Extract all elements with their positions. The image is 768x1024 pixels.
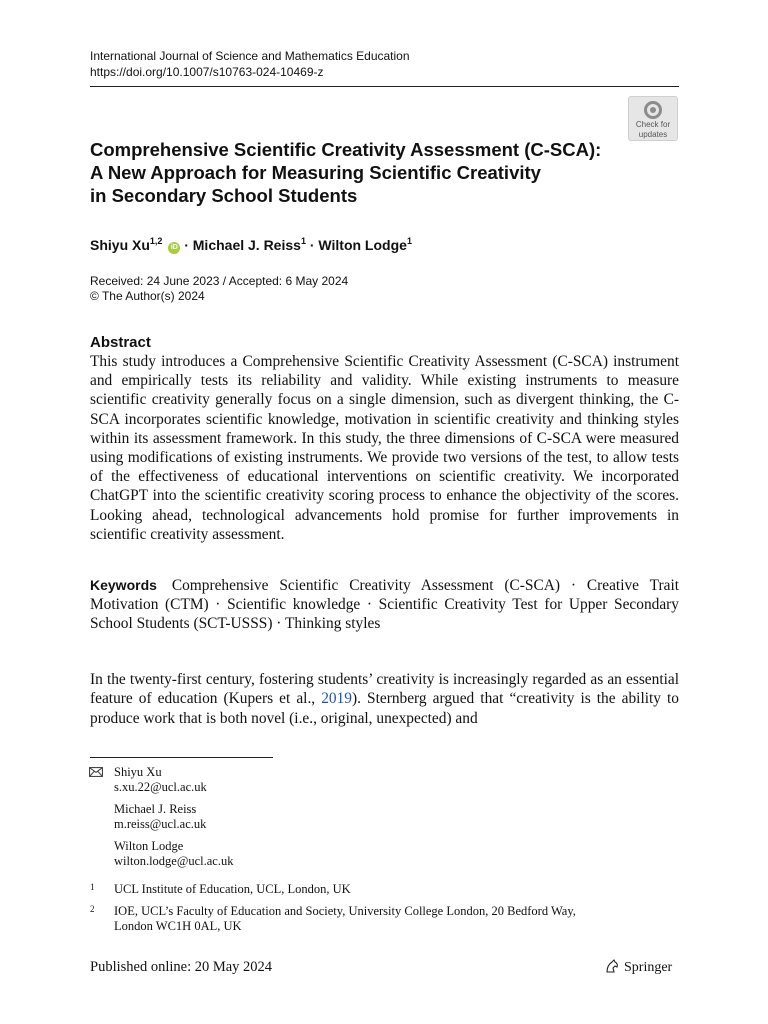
author-separator: ·	[184, 237, 189, 253]
author-affiliation-ref: 1,2	[149, 236, 163, 246]
doi-link[interactable]: https://doi.org/10.1007/s10763-024-10469-z	[90, 65, 324, 79]
author-affiliation-ref: 1	[406, 236, 412, 246]
envelope-icon	[89, 767, 103, 777]
keywords-section	[90, 576, 679, 633]
copyright-notice: © The Author(s) 2024	[90, 289, 205, 303]
introduction-paragraph	[90, 670, 679, 728]
author-name[interactable]: Wilton Lodge	[318, 237, 407, 253]
contact-email[interactable]: m.reiss@ucl.ac.uk	[114, 817, 207, 831]
affiliation-text: IOE, UCL’s Faculty of Education and Society, University College London, 20 Bedford Way,	[114, 904, 576, 918]
check-for-updates-badge[interactable]	[628, 96, 678, 141]
update-icon	[644, 101, 662, 119]
affiliation-text: London WC1H 0AL, UK	[114, 919, 242, 933]
title-line: Comprehensive Scientific Creativity Assessment (C-SCA):	[90, 139, 602, 160]
author-list	[90, 231, 412, 255]
published-online-date: Published online: 20 May 2024	[90, 959, 273, 975]
affiliation-number: 1	[90, 882, 95, 892]
contact-name: Wilton Lodge	[114, 839, 184, 853]
contact-name: Shiyu Xu	[114, 765, 162, 779]
abstract-heading: Abstract	[90, 334, 151, 351]
author-name[interactable]: Shiyu Xu	[90, 237, 150, 253]
intro-text: ). Sternberg argued that “creativity is the ability to produce work that is both novel (i.e., original, unexpected) and	[90, 690, 679, 727]
affiliation-number: 2	[90, 904, 95, 914]
badge-label-line1: Check for	[635, 120, 671, 129]
header-rule	[90, 86, 679, 87]
abstract-text: This study introduces a Comprehensive Scientific Creativity Assessment (C-SCA) instrument and empirically tests its reliability and validity. While existing instruments to measure scientific creativity generally focus on a single dimension, such as divergent thinking, the C-SCA incorporates scientific knowledge, motivation in scientific creativity and thinking styles within its assessment framework. In this study, the three dimensions of C-SCA were measured using modifications of existing instruments. We provide two versions of the test, to allow tests of the effectiveness of educational interventions on scientific creativity. We incorporated ChatGPT into the scientific creativity scoring process to enhance the objectivity of the scores. Looking ahead, technological advancements hold promise for further improvements in scientific creativity assessment.	[90, 353, 679, 543]
orcid-icon[interactable]: iD	[168, 242, 180, 254]
springer-horse-icon	[604, 958, 620, 974]
keywords-label: Keywords	[90, 577, 157, 593]
publisher-logo	[604, 958, 672, 977]
intro-text: In the twenty-first century, fostering students’ creativity is increasingly regarded as an essential feature of education (Kupers et al.,	[90, 671, 679, 708]
author-separator: ·	[309, 237, 315, 253]
author-name[interactable]: Michael J. Reiss	[192, 237, 301, 253]
received-accepted-dates: Received: 24 June 2023 / Accepted: 6 May 2024	[90, 274, 349, 288]
contact-name: Michael J. Reiss	[114, 802, 197, 816]
contact-email[interactable]: wilton.lodge@ucl.ac.uk	[114, 854, 234, 868]
article-title	[90, 138, 635, 207]
contact-email[interactable]: s.xu.22@ucl.ac.uk	[114, 780, 207, 794]
keywords-list: Comprehensive Scientific Creativity Assessment (C-SCA) · Creative Trait Motivation (CTM) · Scientific knowledge · Scientific Creativity Test for Upper Secondary School Students (SCT-USSS) · Thinking styles	[90, 577, 679, 632]
publisher-name: Springer	[624, 960, 673, 975]
citation-link[interactable]: 2019	[321, 690, 352, 708]
journal-name: International Journal of Science and Mathematics Education	[90, 49, 410, 63]
badge-label-line2: updates	[638, 130, 668, 139]
title-line: A New Approach for Measuring Scientific Creativity	[90, 162, 541, 183]
footnote-rule	[90, 757, 273, 758]
author-affiliation-ref: 1	[300, 236, 306, 246]
affiliation-text: UCL Institute of Education, UCL, London, UK	[114, 882, 351, 896]
title-line: in Secondary School Students	[90, 185, 358, 206]
